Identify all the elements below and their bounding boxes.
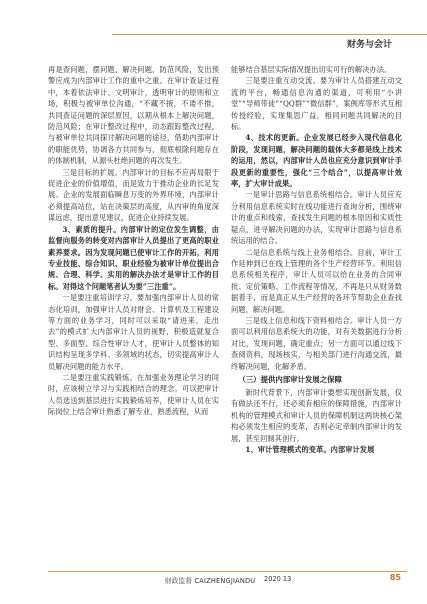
numbered-point-paragraph: 3、素质的提升。内部审计的定位发生调整，由监督向服务的转变对内部审计人员提出了更高的职业素养要求。因为发现问题已使审计工作的开拓，利用专业技能、综合知识、职业经验为被审计单位提出合规、合理、科学、实用的解决办法才是审计工作的目标。对得这个问题笔者认为要“三注重”。	[48, 224, 219, 291]
body-paragraph: 二是要注重实践锻炼。在加强业务理论学习的同时，应该树立学习与实践相结合的理念。可以把审计人员选送到基层进行实践锻炼培养，使审计人员在实际岗位上结合审计熟悉了解专业，熟悉流程，从而	[48, 372, 219, 417]
left-column	[48, 64, 219, 561]
body-paragraph: 二是信息系统与线上业务相结合。目前，审计工作延伸到已在线上管理的各个生产经营环节。利用信息系统相关程序，审计人员可以给在业务的合同审批、定价策略、工作流程等情况，不再是只从财务数据着手，而是真正从生产经营的各环节帮助企业查找问题，解决问题。	[231, 247, 402, 314]
numbered-point-paragraph: 1、审计管理模式的变革。内部审计发展	[245, 445, 375, 454]
right-column	[231, 64, 402, 561]
section-subheading: （三）提供内部审计发展之保障	[238, 374, 342, 384]
body-paragraph: 三是线上信息和线下资料相结合。审计人员一方面可以利用信息系统大的功能，对有关数据进行分析对比，发现问题，确定重点；另一方面可以通过线下查阅资料，现场核实，与相关部门进行沟通交流，最终解决问题，化解矛盾。	[231, 315, 402, 371]
continued-paragraph: 能够结合基层实际情况提出切实可行的解决办法。	[231, 65, 392, 74]
issue-number: 2020 13	[264, 575, 292, 583]
body-paragraph: 新时代背景下，内部审计要想实现创新发展，仅有做法还不行，还必须有相应的保障措施，内部审计机构的管理模式和审计人员的保障机制这两块核心架构必须发生相应的变革，否则必定牵制内部审计的发展，甚至回制其创行。	[231, 387, 402, 443]
section-title: 财务与会计	[346, 40, 392, 50]
header-rule	[112, 34, 427, 35]
body-paragraph: 三是要注重互动交流。要为审计人员搭建互动交流的平台，畅通信息沟通的渠道，可利用“小讲堂”“导师带徒”“QQ群”“微信群”，案例库等形式互相传授经验，实现集思广益，相同问题共同解决的目标。	[231, 76, 402, 132]
numbered-point-paragraph: 4、技术的更新。企业发展已经步入现代信息化阶段，发现问题，解决问题的载体大多都是线上技术的运用，然以，内部审计人员也应充分意识到审计手段更新的重要性，强化“三个结合”，以提高审计效率，扩大审计成果。	[231, 133, 402, 189]
body-paragraph: 一是审计思路与信息系统相结合。审计人员应充分利用信息系统实时在线功能进行查询分析，围绕审计的重点和线索，查找发生问题的根本原因和实质性疑点，进寻解决问题的办法，实现审计思路与信息系统运用的结合。	[231, 190, 402, 246]
body-paragraph: 三是目标的扩展。内部审计的目标不应再局限于促进企业的价值增值，而是致力于推动企业的长足发展。企业的发展面临瞬息万变的外界环境，内部审计必须提高站位，站在决策层的高度，从内审的角度深谋远虑，提出意见建议，促进企业持续发展。	[48, 167, 219, 223]
page-number: 85	[389, 573, 401, 582]
journal-name: 财政监督 CAIZHENGJIANDU	[165, 577, 256, 585]
footer-rule	[48, 571, 407, 572]
body-paragraph: 一是要注重培训学习。要加强内部审计人员的常态化培训，加强审计人员对财会、计算机及工程建设等方面的业务学习，同时可以采取“请进来，走出去”的模式扩大内部审计人员的视野，积极造就复合型、多面型、综合性审计人才，使审计人员整体的知识结构呈现多学科、多领域的状态，切实提高审计人员解决问题的能力水平。	[48, 293, 219, 371]
continued-paragraph: 再是查问题，摆问题，解决问题，防范风险，发出预警应成为内部审计工作的重中之重。在审计查证过程中，本着依法审计、文明审计，透明审计的原则和立场，积极与被审单位沟通，“不藏不掖，不诿不推，共同查证问题的深层原因，以期从根本上解决问题，防范风险；在审计整改过程中，动态跟踪整改过程，与被审单位共同探讨解决问题的途径，借助内部审计的职能优势，协调各方共同参与，彻底根除问题存在的体制机制，从源头杜绝问题的再次发生。	[48, 65, 219, 166]
